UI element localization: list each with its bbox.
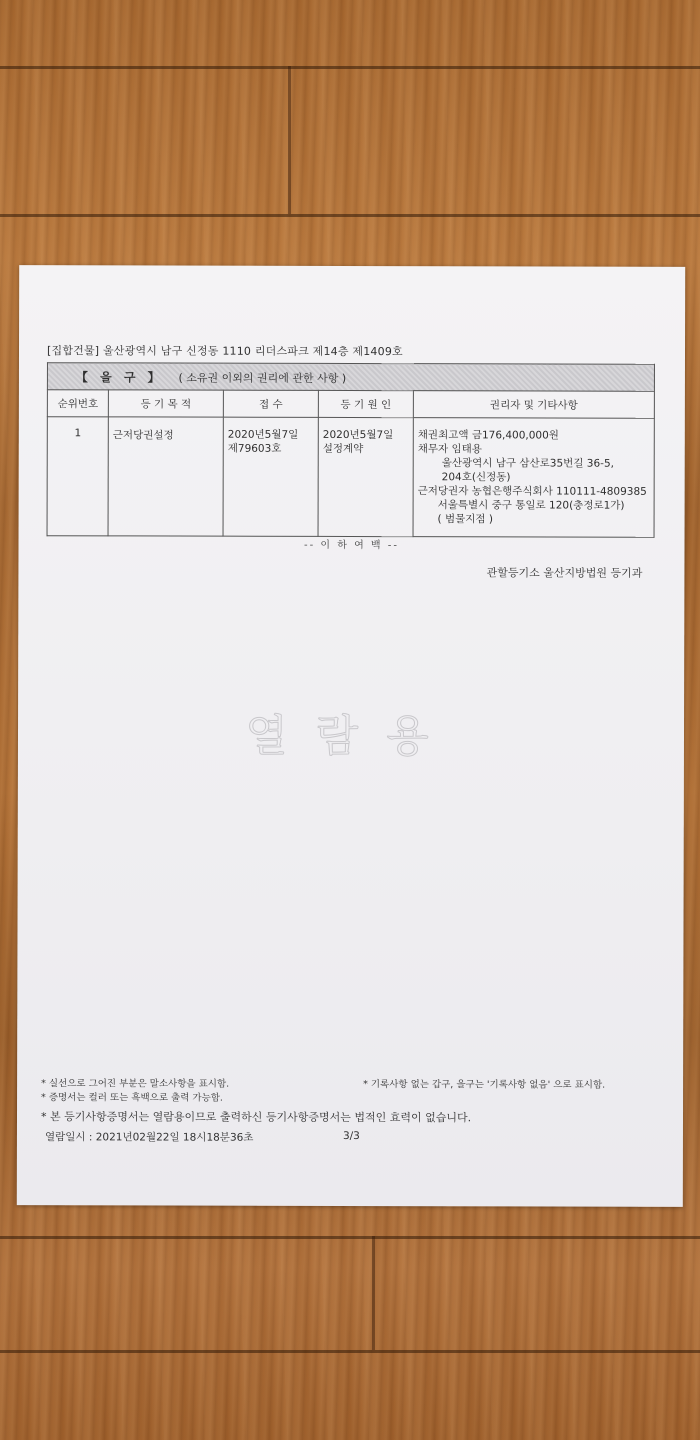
registry-document [17, 265, 685, 1207]
property-address: [집합건물] 울산광역시 남구 신정동 1110 리더스파크 제14층 제1409호 [46, 344, 403, 359]
receipt-cell [223, 417, 318, 536]
page-number: 3/3 [342, 1129, 360, 1143]
mortgagee: 근저당권자 농협은행주식회사 110111-4809385 [417, 485, 647, 498]
floor-seam [0, 1236, 700, 1239]
note-no-records: * 기록사항 없는 갑구, 을구는 '기록사항 없음' 으로 표시함. [363, 1079, 606, 1091]
section-subtitle: ( 소유권 이외의 권리에 관한 사항 ) [178, 371, 347, 385]
floor-seam [0, 1350, 700, 1353]
purpose-cell: 근저당권설정 [108, 417, 223, 536]
floor-seam [0, 214, 700, 217]
note-legal-effect: * 본 등기사항증명서는 열람용이므로 출력하신 등기사항증명서는 법적인 효력이 없습니다. [40, 1110, 472, 1125]
column-header: 등 기 원 인 [318, 390, 413, 417]
mortgagee-branch: ( 범물지점 ) [437, 513, 494, 526]
print-timestamp: 열람일시 : 2021년02월22일 18시18분36초 [44, 1131, 254, 1144]
registry-office: 관할등기소 울산지방법원 등기과 [486, 566, 643, 580]
cause-cell [318, 417, 413, 536]
max-claim-amount: 채권최고액 금176,400,000원 [417, 429, 559, 442]
details-cell [413, 418, 654, 538]
debtor-address: 울산광역시 남구 삼산로35번길 36-5, [441, 457, 614, 470]
cause-type: 설정계약 [322, 442, 364, 456]
column-header: 권리자 및 기타사항 [413, 391, 654, 419]
floor-seam [0, 66, 700, 69]
floor-seam [288, 66, 291, 214]
floor-seam [372, 1236, 375, 1350]
table-header [47, 390, 654, 419]
registry-table [47, 362, 655, 538]
column-header: 등 기 목 적 [108, 390, 223, 417]
section-title: 【 을 구 】 [75, 369, 161, 385]
table-row [47, 417, 654, 538]
receipt-date: 2020년5월7일 [227, 428, 299, 441]
note-color-print: * 증명서는 컬러 또는 흑백으로 출력 가능함. [41, 1092, 223, 1104]
receipt-number: 제79603호 [227, 442, 282, 455]
watermark: 열람용 [245, 710, 457, 763]
section-banner [47, 363, 654, 392]
cause-date: 2020년5월7일 [322, 428, 394, 442]
end-of-content-mark: -- 이 하 여 백 -- [304, 539, 399, 552]
rank-cell: 1 [47, 417, 108, 536]
note-strikethrough: * 실선으로 그어진 부분은 말소사항을 표시함. [41, 1078, 230, 1090]
debtor-address-unit: 204호(신정동) [441, 471, 511, 484]
debtor: 채무자 임태용 [417, 443, 482, 456]
column-header: 접 수 [223, 390, 318, 417]
mortgagee-address: 서울특별시 중구 통일로 120(충정로1가) [437, 499, 625, 512]
column-header: 순위번호 [47, 390, 108, 417]
